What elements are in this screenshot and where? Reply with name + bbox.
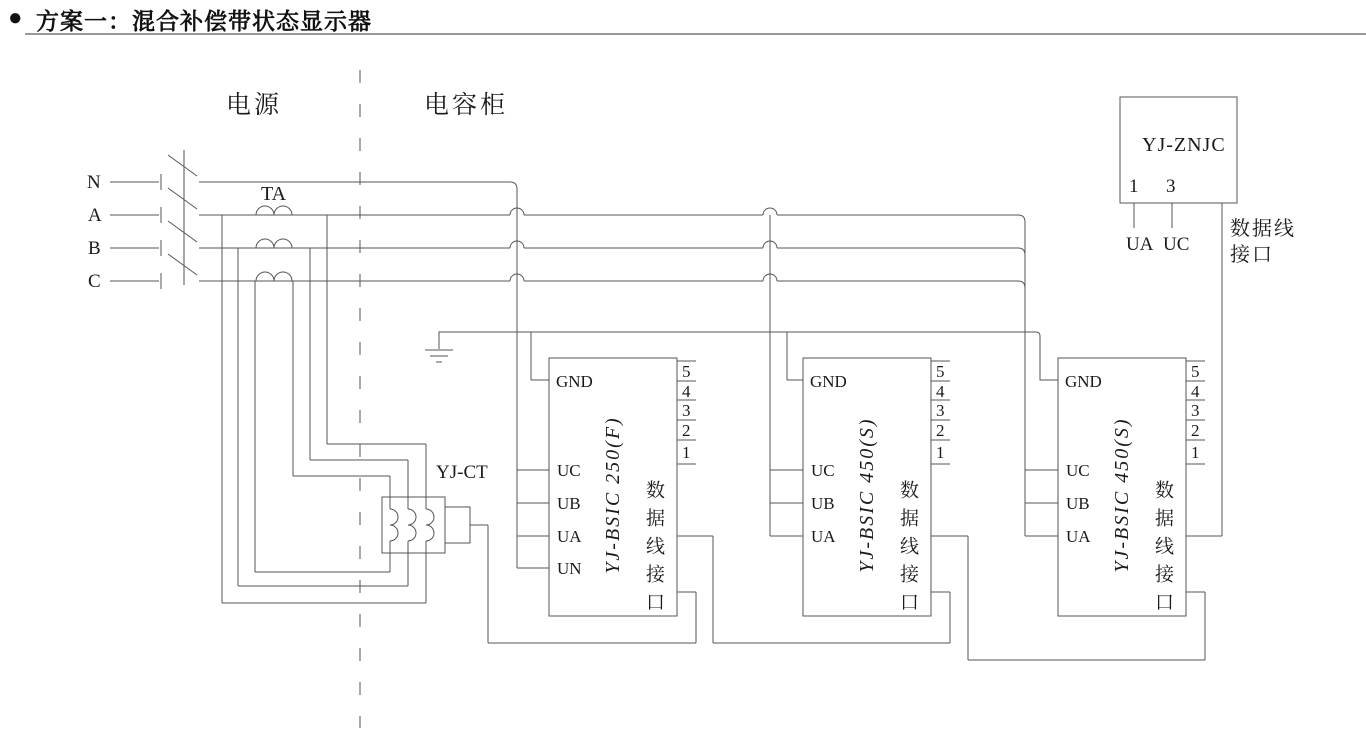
yjznjc-uc-label: UC	[1163, 234, 1190, 255]
c2-pin5: 5	[936, 362, 945, 381]
c3-pin5: 5	[1191, 362, 1200, 381]
c1-ua-label: UA	[557, 527, 582, 546]
c1-pin2: 2	[682, 421, 691, 440]
capacitor-cabinet-label: 电容柜	[424, 92, 509, 119]
c1-pin3: 3	[682, 401, 691, 420]
page-title: 方案一：混合补偿带状态显示器	[36, 8, 372, 34]
c3-pin2: 2	[1191, 421, 1200, 440]
c2-uc-label: UC	[811, 461, 835, 480]
c3-ua-label: UA	[1066, 527, 1091, 546]
c3-pin3: 3	[1191, 401, 1200, 420]
c3-gnd-label: GND	[1065, 372, 1102, 391]
yjznjc-ua-label: UA	[1126, 234, 1154, 255]
c1-port-label: 数据线接口	[643, 480, 664, 620]
c3-model-label: YJ-BSIC 450(S)	[1111, 417, 1133, 573]
c2-gnd-label: GND	[810, 372, 847, 391]
c1-pin4: 4	[682, 382, 691, 401]
data-cable-label-line1: 数据线	[1230, 218, 1296, 240]
power-section-label: 电源	[226, 92, 283, 119]
c1-ub-label: UB	[557, 494, 581, 513]
yjct-plug	[445, 507, 470, 543]
c3-pin1: 1	[1191, 443, 1200, 462]
data-cable-chain	[677, 203, 1222, 660]
title-bullet-icon: ●	[8, 4, 23, 31]
c2-ua-label: UA	[811, 527, 836, 546]
yjznjc-model-label: YJ-ZNJC	[1142, 134, 1226, 156]
c2-pin1: 1	[936, 443, 945, 462]
c3-port-label: 数据线接口	[1152, 480, 1173, 620]
phase-label-c: C	[88, 271, 101, 292]
yjct-label: YJ-CT	[436, 462, 488, 483]
c2-pin2: 2	[936, 421, 945, 440]
c1-un-label: UN	[557, 559, 582, 578]
phase-label-n: N	[87, 172, 101, 193]
c1-model-label: YJ-BSIC 250(F)	[602, 416, 624, 574]
phase-label-b: B	[88, 238, 101, 259]
c1-gnd-label: GND	[556, 372, 593, 391]
c2-port-label: 数据线接口	[897, 480, 918, 620]
c1-pin5: 5	[682, 362, 691, 381]
disconnect-switch-symbol	[161, 150, 197, 289]
ground-bus	[425, 332, 1058, 380]
c2-pin4: 4	[936, 382, 945, 401]
ta-transformer-symbol	[222, 206, 426, 603]
ta-label: TA	[261, 183, 287, 205]
phase-label-a: A	[88, 205, 102, 226]
c1-uc-label: UC	[557, 461, 581, 480]
yjznjc-pin-stubs	[1134, 203, 1172, 228]
yjznjc-pin1: 1	[1129, 176, 1139, 197]
c3-pin4: 4	[1191, 382, 1200, 401]
yjznjc-pin3: 3	[1166, 176, 1176, 197]
c3-ub-label: UB	[1066, 494, 1090, 513]
c2-model-label: YJ-BSIC 450(S)	[856, 417, 878, 573]
c3-uc-label: UC	[1066, 461, 1090, 480]
c2-pin3: 3	[936, 401, 945, 420]
data-cable-label-line2: 接口	[1230, 244, 1274, 266]
c1-pin1: 1	[682, 443, 691, 462]
c2-ub-label: UB	[811, 494, 835, 513]
phase-bus-lines	[110, 182, 1025, 288]
